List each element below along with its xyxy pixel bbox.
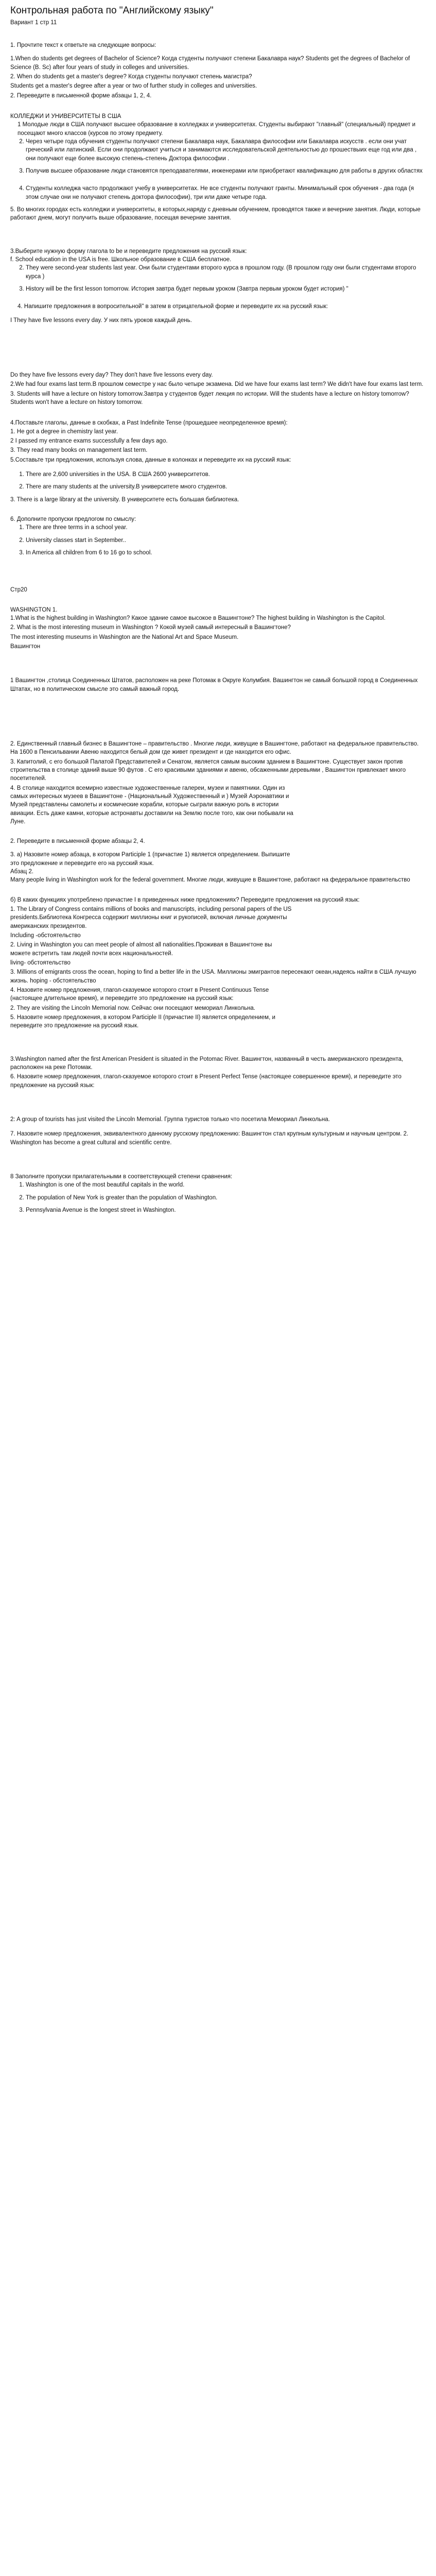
numbered-list <box>10 264 426 293</box>
list-item: 2. University classes start in September.. <box>26 536 426 545</box>
answer-line: 3.Washington named after the first American President is situated in the Potomac River. Вашингтон, названный в честь американского президента, расположен на реке Потомак. <box>10 1056 404 1071</box>
section-questions <box>10 41 426 100</box>
answer-line: 2: A group of tourists has just visited the Lincoln Memorial. Группа туристов только что посетила Мемориал Линкольна. <box>10 1116 330 1123</box>
section-washington-questions <box>10 586 426 651</box>
paragraph: 1 Вашингтон ,столица Соединенных Штатов, расположен на реке Потомак в Округе Колумбия. Вашингтон не самый большой город в Соединенных Штатах, но в политическом смысле это самый важный город. <box>10 677 418 692</box>
answer-line: Including -обстоятельство <box>10 933 81 939</box>
answer-line: Абзац 2. <box>10 869 34 875</box>
answer-line: 2. When do students get a master's degree? Когда студенты получают степень магистра? <box>10 74 252 80</box>
list-item: 4. Студенты колледжа часто продолжают учебу в университетах. Не все студенты получают гранты. Минимальный срок обучения - два года (я этом случае они не получают степень доктора философии), три или даже четыре года. <box>26 184 426 201</box>
numbered-list <box>10 523 426 557</box>
paragraph: самых интересных музеев в Вашингтоне - (Национальный Художественный и ) Музей Аэронавтики и <box>10 793 289 800</box>
numbered-list <box>10 470 426 492</box>
paragraph: авиации. Есть даже камни, которые астронавты доставили на Землю после того, как они побывали на <box>10 810 293 817</box>
answer-line: 2. They are visiting the Lincoln Memorial now. Сейчас они посещают мемориал Линкольна. <box>10 1005 255 1011</box>
answer-line: Вашингтон <box>10 643 41 650</box>
answer-line: 1.What is the highest building in Washington? Какое здание самое высокое в Вашингтоне? The highest building in Washington is the Capitol. <box>10 615 386 621</box>
answer-line: 2 I passed my entrance exams successfully a few days ago. <box>10 437 168 444</box>
section-comparatives <box>10 1173 426 1214</box>
paragraph: Музей представлены самолеты и космические корабли, которые сыграли важную роль в истории <box>10 802 279 808</box>
section-heading: 3.Выберите нужную форму глагола to be и переведите предложения на русский язык: <box>10 248 247 255</box>
task-line: 3. а) Назовите номер абзаца, в котором Participle 1 (причастие 1) является определением. Выпишите <box>10 852 290 858</box>
answer-line: 3. Millions of emigrants cross the ocean, hoping to find a better life in the USA. Миллионы эмигрантов пересекают океан,надеясь найти в США лучшую жизнь. hoping - обстоятельство <box>10 969 416 984</box>
section-lincoln <box>10 1115 426 1147</box>
list-item: 2. They were second-year students last year. Они были студентами второго курса в прошлом году. (В прошлом году они были студентами второго курса ) <box>26 264 426 281</box>
answer-line: presidents.Библиотека Конгресса содержит миллионы книг и рукописей, включая личные документы <box>10 914 287 921</box>
paragraph: 2. Единственный главный бизнес в Вашингтоне – правительство . Многие люди, живущие в Вашингтоне, работают на федеральное правительство. На 1600 в Пенсильвании Авеню находится белый дом где живет президент и где находится его офис. <box>10 740 419 756</box>
section-heading: 4.Поставьте глаголы, данные в скобках, а Past Indefinite Tense (прошедшее неопределенное время): <box>10 420 288 427</box>
section-heading: 1. Прочтите текст к ответьте на следующие вопросы: <box>10 42 156 49</box>
numbered-list <box>10 138 426 175</box>
answer-line: I They have five lessons every day. У них пять уроков каждый день. <box>10 317 192 324</box>
task-line: 5.Составьте три предложения, используя слова, данные в колонках и переведите их на русский язык: <box>10 456 291 463</box>
numbered-list <box>10 1181 426 1214</box>
section-heading: 6. Дополните пропуски предлогом по смыслу: <box>10 516 136 522</box>
paragraph: 3. Капитолий, с его большой Палатой Представителей и Сенатом, является самым высоким зданием в Вашингтоне. Существует закон против строительства в столице зданий выше 90 футов . С его красивыми зданиями и авеню, обсаженными деревьями , Вашингтон привлекает много посетителей. <box>10 758 406 782</box>
paragraph: 1 Молодые люди в США получают высшее образование в колледжах и университетах. Студенты выбирают "главный" (специальный) предмет и посещают много классов (курсов по этому предмету. <box>18 122 416 137</box>
numbered-list <box>10 184 426 201</box>
answer-line: 7. Назовите номер предложения, эквивалентного данному русскому предложению: Вашингтон стал крупным культурным и научным центром. 2. Washington has become a great cultural and scientific centre. <box>10 1131 409 1146</box>
list-item: 2. The population of New York is greater than the population of Washington. <box>26 1194 426 1202</box>
section-to-be <box>10 247 426 325</box>
task-line: это предложение и переведите его на русский язык. <box>10 860 154 867</box>
answer-line: Do they have five lessons every day? They don't have five lessons every day. <box>10 372 213 378</box>
document-page <box>0 0 436 1229</box>
section-heading: WASHINGTON 1. <box>10 606 58 613</box>
task-line: 4. Назовите номер предложения, глагол-сказуемое которого стоит в Present Continuous Tense <box>10 987 269 994</box>
task-line: переведите это предложение на русский язык. <box>10 1023 139 1029</box>
answer-line: 3. Students will have a lecture on history tomorrow.Завтра у студентов будет лекция по истории. Will the students have a lecture on history tomorrow? Students won't have a lecture on history tomorrow. <box>10 391 409 405</box>
list-item: 3. Pennsylvania Avenue is the longest street in Washington. <box>26 1206 426 1214</box>
section-questions-negatives <box>10 371 426 406</box>
variant-label: Вариант 1 стр 11 <box>10 19 57 26</box>
answer-line: американских президентов. <box>10 923 87 929</box>
list-item: 3. In America all children from 6 to 16 go to school. <box>26 549 426 557</box>
section-colleges <box>10 112 426 223</box>
list-item: 2. There are many students at the university.В университете много студентов. <box>26 483 426 491</box>
section-participle <box>10 837 426 885</box>
answer-line: 2. What is the most interesting museum in Washington ? Кокой музей самый интересный в Вашингтоне? <box>10 624 291 631</box>
answer-line: 2. Переведите в письменной форме абзацы 1, 2, 4. <box>10 92 152 99</box>
task-line: 5. Назовите номер предложения, в котором Participle II (причастие II) является определением, и <box>10 1014 275 1021</box>
list-item: 1. There are three terms in a school year. <box>26 523 426 532</box>
list-item: 3. Получив высшее образование люди становятся преподавателями, инженерами или приобретают квалификацию для работы в других областях <box>26 167 426 175</box>
document-title: Контрольная работа по "Английскому языку" <box>10 5 214 16</box>
answer-line: 3. They read many books on management last term. <box>10 447 148 454</box>
list-item: 1. There are 2,600 universities in the USA. В США 2600 университетов. <box>26 470 426 479</box>
section-washington-para1 <box>10 676 426 693</box>
answer-line: 2.We had four exams last term.В прошлом семестре у нас было четыре экзамена. Did we have four exams last term? We didn't have four exams last term. <box>10 381 424 388</box>
section-present-perfect <box>10 1055 426 1090</box>
answer-line: living- обстоятельство <box>10 960 71 967</box>
answer-line: The most interesting museums in Washington are the National Art and Space Museum. <box>10 634 239 640</box>
answer-line: 2. Living in Washington you can meet people of almost all nationalities.Проживая в Вашингтоне вы <box>10 942 272 948</box>
answer-line: f. School education in the USA is free. Школьное образование в США бесплатное. <box>10 257 232 263</box>
section-prepositions <box>10 515 426 557</box>
section-heading: 8 Заполните пропуски прилагательными в соответствующей степени сравнения: <box>10 1174 233 1180</box>
list-item: 2. Через четыре года обучения студенты получают степени Бакалавра наук, Бакалавра философии или Бакалавра искусств . если они учат греческий или латинский. Если они продолжают учиться и занимаются исследовательской деятельностью до прошествыих еще год или два , они получают еще более высокую степень-степень Доктора философии . <box>26 138 426 163</box>
task-line: (настоящее длительное время), и переведите это предложение на русский язык: <box>10 995 234 1002</box>
task-line: 2. Переведите в письменной форме абзацы 2, 4. <box>10 838 145 845</box>
section-participle-functions <box>10 896 426 1030</box>
task-line: 6. Назовите номер предложения, глагол-сказуемое которого стоит в Present Perfect Tense (настоящее совершенное время), и переведите это предложение на русский язык: <box>10 1074 402 1089</box>
answer-line: Students get a master's degree after a year or two of further study in colleges and universities. <box>10 83 257 90</box>
answer-line: 3. There is a large library at the university. В университете есть большая библиотека. <box>10 496 239 503</box>
answer-line: 1.When do students get degrees of Bachelor of Science? Когда студенты получают степени Бакалавра наук? Students get the degrees of Bachelor of Science (B. Sc) after four years of study in colleges and universities. <box>10 56 410 71</box>
paragraph: 4. В столице находится всемирно известные художественные галереи, музеи и памятники. Один из <box>10 785 285 791</box>
answer-line: 1. He got a degree in chemistry last year. <box>10 428 118 435</box>
section-past-tense <box>10 419 426 504</box>
task-line: б) В каких функциях употреблено причастие I в приведенных ниже предложениях? Переведите предложения на русский язык: <box>10 896 360 903</box>
answer-line: можете встретить там людей почти всех национальностей. <box>10 950 173 957</box>
paragraph: Луне. <box>10 818 26 825</box>
page-label: Стр20 <box>10 587 27 594</box>
answer-line: Many people living in Washington work for the federal government. Многие люди, живущие в Вашингтоне, работают на федеральное правительство <box>10 877 410 884</box>
list-item: 1. Washington is one of the most beautiful capitals in the world. <box>26 1181 426 1189</box>
section-washington-translation <box>10 740 426 826</box>
paragraph: 5. Во многих городах есть колледжи и университеты, в которых,наряду с дневным обучением, проводятся также и вечерние занятия. Люди, которые работают днем, могут получить выше образование, посещая вечерние занятия. <box>10 207 421 222</box>
section-heading: КОЛЛЕДЖИ И УНИВЕРСИТЕТЫ В США <box>10 113 121 120</box>
task-line: 4. Напишите предложения в вопросительной" в затем в отрицательной форме и переведите их на русский язык: <box>18 303 328 310</box>
answer-line: 1. The Library of Congress contains millions of books and manuscripts, including personal papers of the US <box>10 906 292 913</box>
list-item: 3. History will be the first lesson tomorrow. История завтра будет первым уроком (Завтра первым уроком будет история) " <box>26 285 426 293</box>
